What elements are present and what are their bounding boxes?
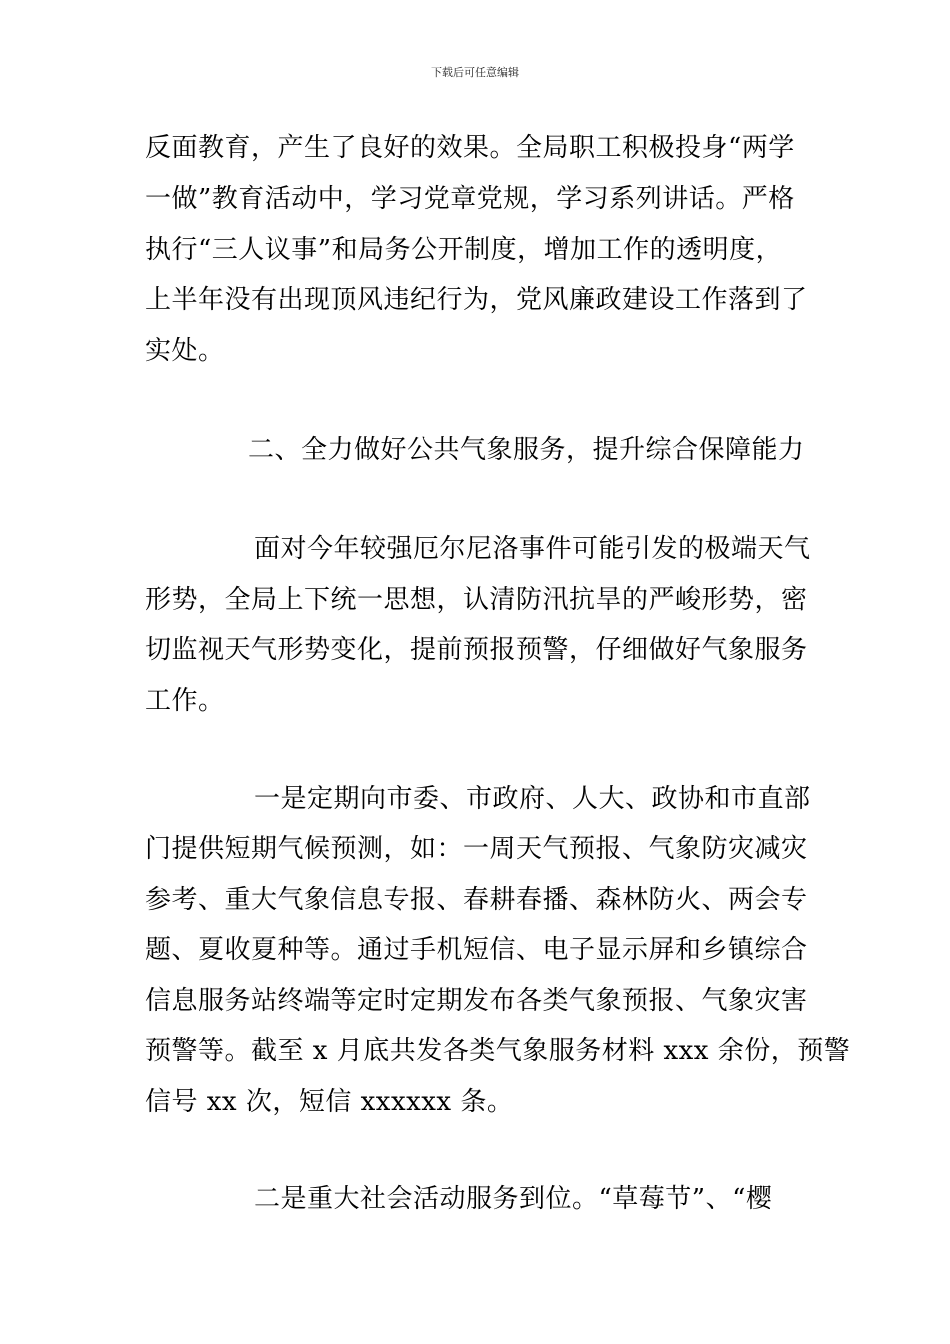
paragraph-line: 一是定期向市委、市政府、人大、政协和市直部 xyxy=(254,784,811,814)
paragraph-line: 二是重大社会活动服务到位。“草莓节”、“樱 xyxy=(254,1184,773,1214)
paragraph-line: 信息服务站终端等定时定期发布各类气象预报、气象灾害 xyxy=(145,986,808,1016)
paragraph-line: 反面教育，产生了良好的效果。全局职工积极投身“两学 xyxy=(145,133,795,163)
paragraph-line: 信号 xx 次，短信 xxxxxx 条。 xyxy=(145,1087,514,1117)
paragraph-line: 工作。 xyxy=(145,686,225,716)
paragraph-line: 面对今年较强厄尔尼洛事件可能引发的极端天气 xyxy=(254,534,811,564)
page-header-note: 下载后可任意编辑 xyxy=(431,66,519,79)
paragraph-line: 预警等。截至 x 月底共发各类气象服务材料 xxx 余份，预警 xyxy=(145,1036,851,1066)
paragraph-line: 执行“三人议事”和局务公开制度，增加工作的透明度， xyxy=(145,235,783,265)
paragraph-line: 题、夏收夏种等。通过手机短信、电子显示屏和乡镇综合 xyxy=(145,935,808,965)
paragraph-line: 切监视天气形势变化，提前预报预警，仔细做好气象服务 xyxy=(145,635,808,665)
paragraph-line: 参考、重大气象信息专报、春耕春播、森林防火、两会专 xyxy=(145,885,808,915)
paragraph-line: 一做”教育活动中，学习党章党规，学习系列讲话。严格 xyxy=(145,184,795,214)
paragraph-line: 实处。 xyxy=(145,336,225,366)
paragraph-line: 形势，全局上下统一思想，认清防汛抗旱的严峻形势，密 xyxy=(145,585,808,615)
paragraph-line: 门提供短期气候预测，如：一周天气预报、气象防灾减灾 xyxy=(145,834,808,864)
paragraph-line: 上半年没有出现顶风违纪行为，党风廉政建设工作落到了 xyxy=(145,285,808,315)
section-heading: 二、全力做好公共气象服务，提升综合保障能力 xyxy=(248,435,805,465)
